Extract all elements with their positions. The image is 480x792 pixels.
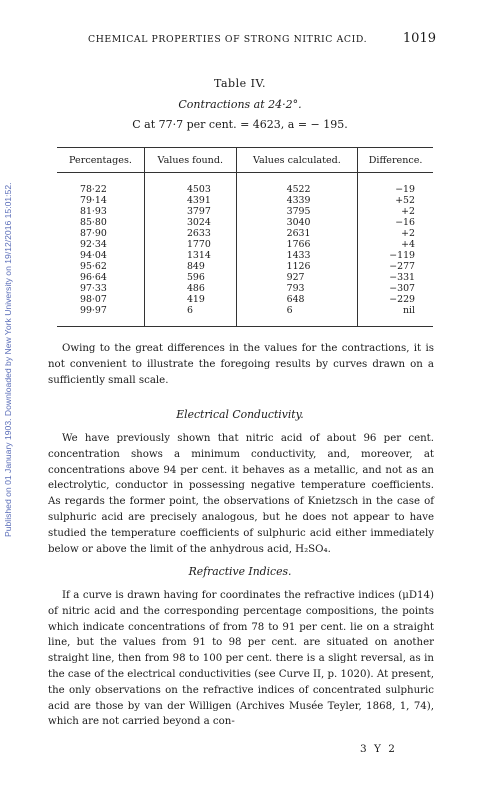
table-cell: −19 — [358, 173, 433, 196]
heading-refractive-indices: Refractive Indices. — [188, 565, 292, 578]
table-cell: −16 — [358, 217, 433, 228]
table-cell: 4391 — [144, 195, 236, 206]
contractions-table — [57, 147, 433, 327]
table-cell: 648 — [236, 294, 358, 305]
table-cell: 92·34 — [80, 239, 107, 250]
table-cell: +2 — [358, 228, 433, 239]
table-row — [57, 239, 433, 250]
paragraph-electrical-conductivity: We have previously shown that nitric acid of about 96 per cent. concentration shows a minimum conductivity, and, moreover, at concentrations above 94 per cent. it behaves as a metallic, and not as an electrolytic, conductor in possessing negative temperature coefficients. As regards the former point, the observations of Knietzsch in the case of sulphuric acid are precisely analogous, but he does not appear to have studied the temperature coefficients of sulphuric acid either immediately below or above the limit of the anhydrous acid, H₂SO₄. — [48, 433, 434, 555]
download-watermark: Published on 01 January 1903. Downloaded by New York University on 19/12/2016 15:01:52. — [3, 182, 13, 538]
running-header — [88, 31, 436, 46]
table-row — [57, 217, 433, 228]
table-cell: 793 — [236, 283, 358, 294]
table-cell: 1766 — [236, 239, 358, 250]
table-cell: 94·04 — [80, 250, 107, 261]
table-cell: 3795 — [236, 206, 358, 217]
table-title: Table IV. — [214, 77, 266, 90]
table-cell: 81·93 — [80, 206, 107, 217]
col-header: Percentages. — [57, 148, 144, 173]
paragraph-contractions: Owing to the great differences in the values for the contractions, it is not convenient to illustrate the foregoing results by curves drawn on a sufficiently small scale. — [48, 343, 434, 386]
table-cell: 99·97 — [57, 305, 144, 327]
table-cell: 1126 — [236, 261, 358, 272]
table-cell: 6 — [144, 305, 236, 327]
running-title: CHEMICAL PROPERTIES OF STRONG NITRIC ACID. — [88, 34, 368, 45]
table-cell: 4339 — [236, 195, 358, 206]
page-number: 1019 — [402, 31, 436, 46]
table-cell: 95·62 — [80, 261, 107, 272]
paragraph-refractive-indices: If a curve is drawn having for coordinates the refractive indices (μD14) of nitric acid and the corresponding percentage compositions, the points which indicate concentrations of from 78 to 91 per cent. lie on a straight line, but the values from 91 to 98 per cent. are situated on another straight line, then from 98 to 100 per cent. there is a slight reversal, as in the case of the electrical conductivities (see Curve II, p. 1020). At present, the only observations on the refractive indices of concentrated sulphuric acid are those by van der Willigen (Archives Musée Teyler, 1868, 1, 74), which are not carried beyond a con- — [48, 590, 434, 728]
table-cell: 2631 — [236, 228, 358, 239]
table-cell: 3797 — [144, 206, 236, 217]
table-cell: +4 — [358, 239, 433, 250]
table-cell: 87·90 — [80, 228, 107, 239]
table-row — [57, 195, 433, 206]
table-cell: 3040 — [236, 217, 358, 228]
table-cell: 1770 — [144, 239, 236, 250]
table-cell: 3024 — [144, 217, 236, 228]
table-row — [57, 305, 433, 327]
table-cell: 98·07 — [80, 294, 107, 305]
table-cell: 1433 — [236, 250, 358, 261]
table-cell: +2 — [358, 206, 433, 217]
table-cell: −277 — [358, 261, 433, 272]
table-cell: 6 — [236, 305, 358, 327]
table-row — [57, 261, 433, 272]
table-header-row — [57, 148, 433, 173]
table-subtitle: Contractions at 24·2°. — [178, 98, 302, 111]
table-cell: −331 — [358, 272, 433, 283]
table-row — [57, 283, 433, 294]
table-cell: 596 — [144, 272, 236, 283]
table-cell: 78·22 — [80, 184, 107, 195]
table-cell: 96·64 — [80, 272, 107, 283]
table-cell: 97·33 — [80, 283, 107, 294]
table-cell: 1314 — [144, 250, 236, 261]
table-cell: −119 — [358, 250, 433, 261]
table-cell: 849 — [144, 261, 236, 272]
table-condition: C at 77·7 per cent. = 4623, a = − 195. — [132, 118, 348, 131]
table-cell: 486 — [144, 283, 236, 294]
table-cell: 4503 — [144, 173, 236, 196]
table-cell: +52 — [358, 195, 433, 206]
signature-mark: 3 Y 2 — [360, 743, 397, 755]
table-row — [57, 173, 433, 196]
col-header: Difference. — [358, 148, 433, 173]
table-cell: 419 — [144, 294, 236, 305]
heading-electrical-conductivity: Electrical Conductivity. — [176, 408, 304, 421]
table-cell: 4522 — [236, 173, 358, 196]
col-header: Values found. — [144, 148, 236, 173]
table-cell: 85·80 — [80, 217, 107, 228]
table-row — [57, 294, 433, 305]
table-cell: −229 — [358, 294, 433, 305]
table-cell: nil — [358, 305, 433, 327]
table-row — [57, 250, 433, 261]
table-cell: 79·14 — [80, 195, 107, 206]
table-cell: −307 — [358, 283, 433, 294]
table-row — [57, 206, 433, 217]
table-row — [57, 228, 433, 239]
table-row — [57, 272, 433, 283]
col-header: Values calculated. — [236, 148, 358, 173]
table-cell: 2633 — [144, 228, 236, 239]
table-cell: 927 — [236, 272, 358, 283]
